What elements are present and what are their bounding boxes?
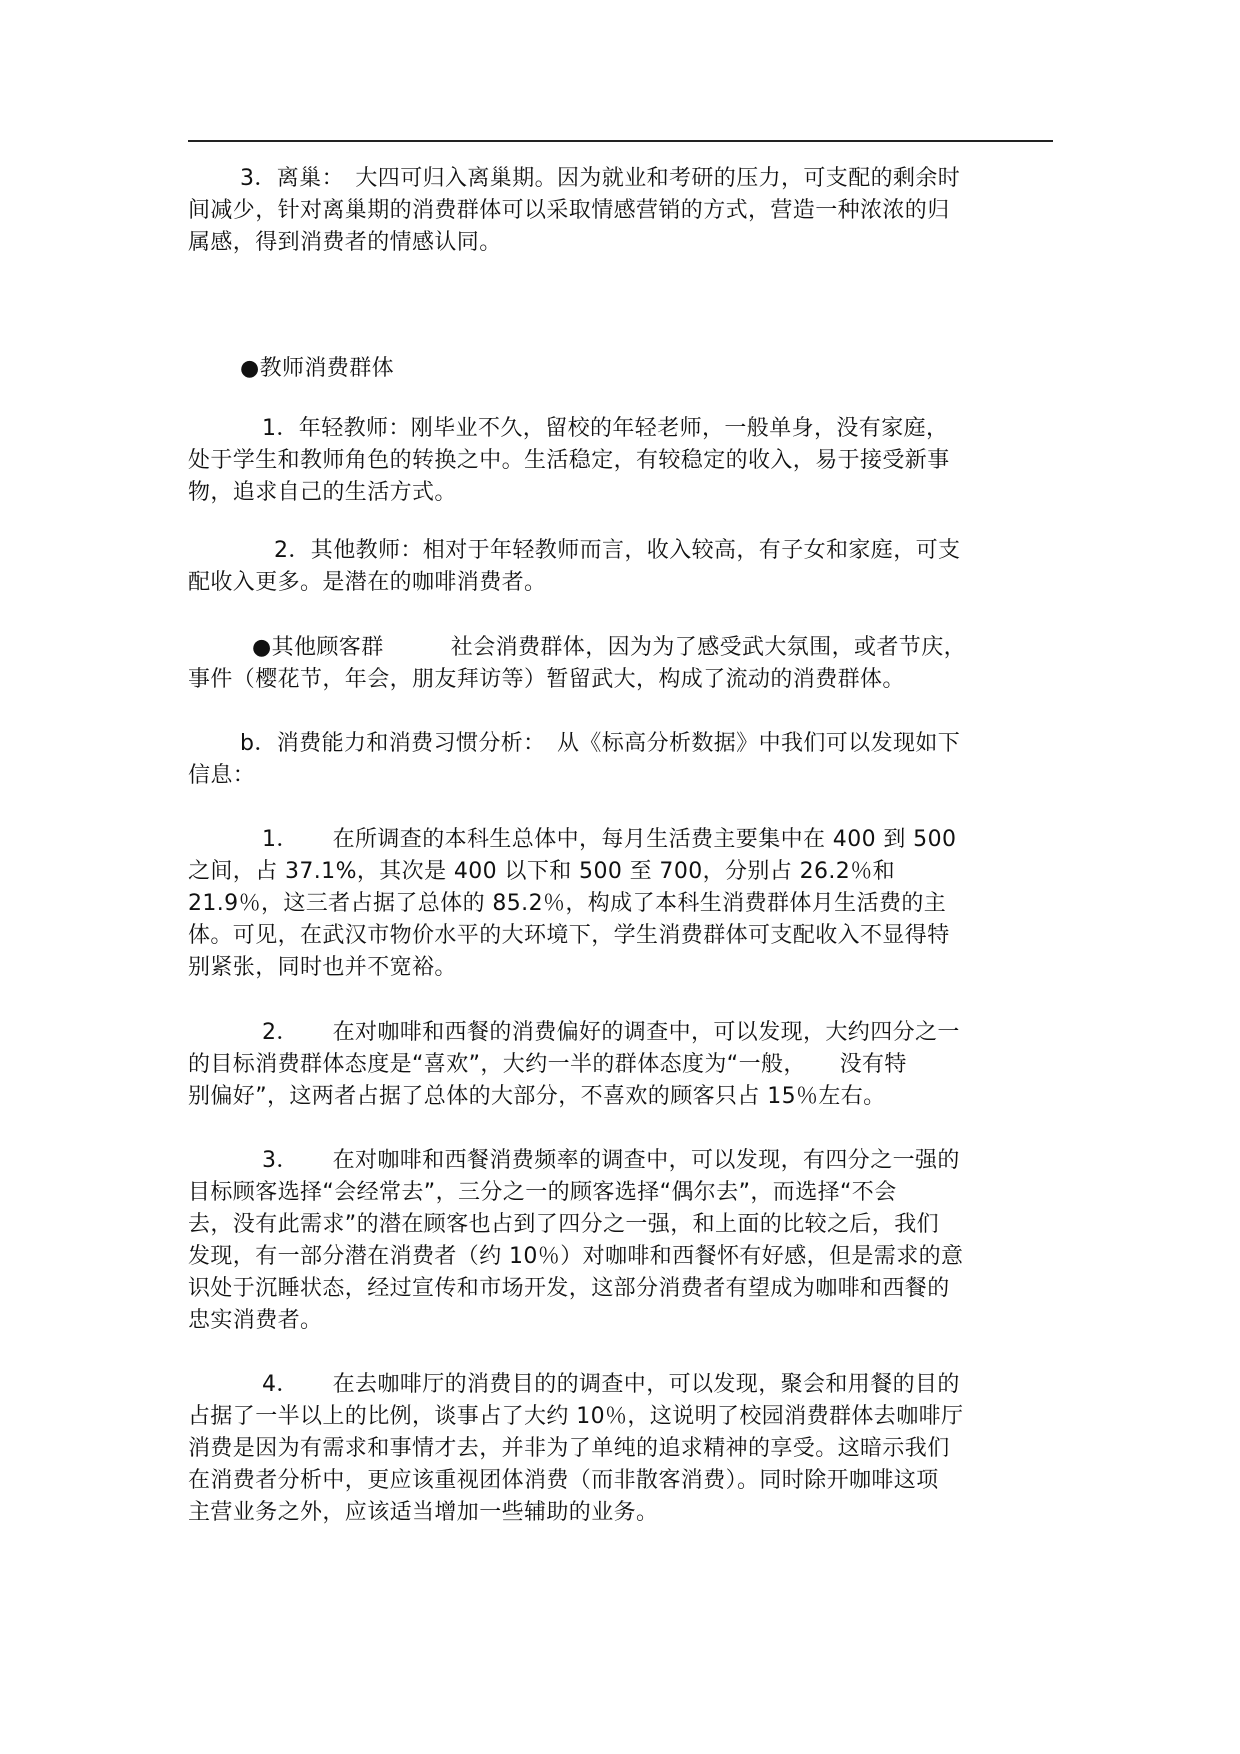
- text-line: 2．其他教师：相对于年轻教师而言，收入较高，有子女和家庭，可支: [274, 538, 961, 563]
- text-line: b．消费能力和消费习惯分析： 从《标高分析数据》中我们可以发现如下: [240, 731, 961, 756]
- text-line: 之间，占 37.1%，其次是 400 以下和 500 至 700，分别占 26.2％和: [188, 859, 895, 884]
- text-line: 信息：: [188, 763, 256, 788]
- header-rule: [188, 140, 1053, 142]
- text-line: 别偏好”，这两者占据了总体的大部分，不喜欢的顾客只占 15％左右。: [188, 1084, 886, 1109]
- paragraph-consumption-analysis: [188, 728, 1053, 792]
- paragraph-item-3: [188, 1145, 1053, 1337]
- text-line: 识处于沉睡状态，经过宣传和市场开发，这部分消费者有望成为咖啡和西餐的: [188, 1276, 950, 1301]
- text-line: 占据了一半以上的比例，谈事占了大约 10％，这说明了校园消费群体去咖啡厅: [188, 1404, 964, 1429]
- text-line: 发现，有一部分潜在消费者（约 10％）对咖啡和西餐怀有好感，但是需求的意: [188, 1244, 964, 1269]
- paragraph-other-teachers: [188, 535, 1053, 599]
- text-line: 别紧张，同时也并不宽裕。: [188, 955, 457, 980]
- section-heading-teachers: [240, 353, 394, 385]
- paragraph-item-4: [188, 1369, 1053, 1529]
- text-line: 主营业务之外，应该适当增加一些辅助的业务。: [188, 1500, 659, 1525]
- text-line: 的目标消费群体态度是“喜欢”，大约一半的群体态度为“一般， 没有特: [188, 1052, 907, 1077]
- text-line: 3．离巢： 大四可归入离巢期。因为就业和考研的压力，可支配的剩余时: [240, 166, 961, 191]
- paragraph-leaving-nest: [188, 163, 1053, 259]
- text-line: 4． 在去咖啡厅的消费目的的调查中，可以发现，聚会和用餐的目的: [262, 1372, 960, 1397]
- text-line: 2． 在对咖啡和西餐的消费偏好的调查中，可以发现，大约四分之一: [262, 1020, 960, 1045]
- text-line: 配收入更多。是潜在的咖啡消费者。: [188, 570, 547, 595]
- text-line: ●其他顾客群 社会消费群体，因为为了感受武大氛围，或者节庆，: [252, 635, 966, 660]
- paragraph-item-1: [188, 824, 1053, 984]
- text-line: 属感，得到消费者的情感认同。: [188, 230, 502, 255]
- text-line: 事件（樱花节，年会，朋友拜访等）暂留武大，构成了流动的消费群体。: [188, 667, 905, 692]
- text-line: ●教师消费群体: [240, 356, 394, 381]
- paragraph-other-customers: [188, 632, 1053, 696]
- text-line: 1．年轻教师：刚毕业不久，留校的年轻老师，一般单身，没有家庭，: [262, 416, 949, 441]
- text-line: 忠实消费者。: [188, 1308, 323, 1333]
- text-line: 物，追求自己的生活方式。: [188, 480, 457, 505]
- text-line: 间减少，针对离巢期的消费群体可以采取情感营销的方式，营造一种浓浓的归: [188, 198, 950, 223]
- text-line: 处于学生和教师角色的转换之中。生活稳定，有较稳定的收入，易于接受新事: [188, 448, 950, 473]
- text-line: 在消费者分析中，更应该重视团体消费（而非散客消费）。同时除开咖啡这项: [188, 1468, 939, 1493]
- text-line: 21.9％，这三者占据了总体的 85.2％，构成了本科生消费群体月生活费的主: [188, 891, 947, 916]
- text-line: 目标顾客选择“会经常去”，三分之一的顾客选择“偶尔去”，而选择“不会: [188, 1180, 897, 1205]
- text-line: 3． 在对咖啡和西餐消费频率的调查中，可以发现，有四分之一强的: [262, 1148, 960, 1173]
- text-line: 消费是因为有需求和事情才去，并非为了单纯的追求精神的享受。这暗示我们: [188, 1436, 950, 1461]
- paragraph-young-teachers: [188, 413, 1053, 509]
- text-line: 体。可见，在武汉市物价水平的大环境下，学生消费群体可支配收入不显得特: [188, 923, 950, 948]
- text-line: 1． 在所调查的本科生总体中，每月生活费主要集中在 400 到 500: [262, 827, 957, 852]
- text-line: 去，没有此需求”的潜在顾客也占到了四分之一强，和上面的比较之后，我们: [188, 1212, 939, 1237]
- paragraph-item-2: [188, 1017, 1053, 1113]
